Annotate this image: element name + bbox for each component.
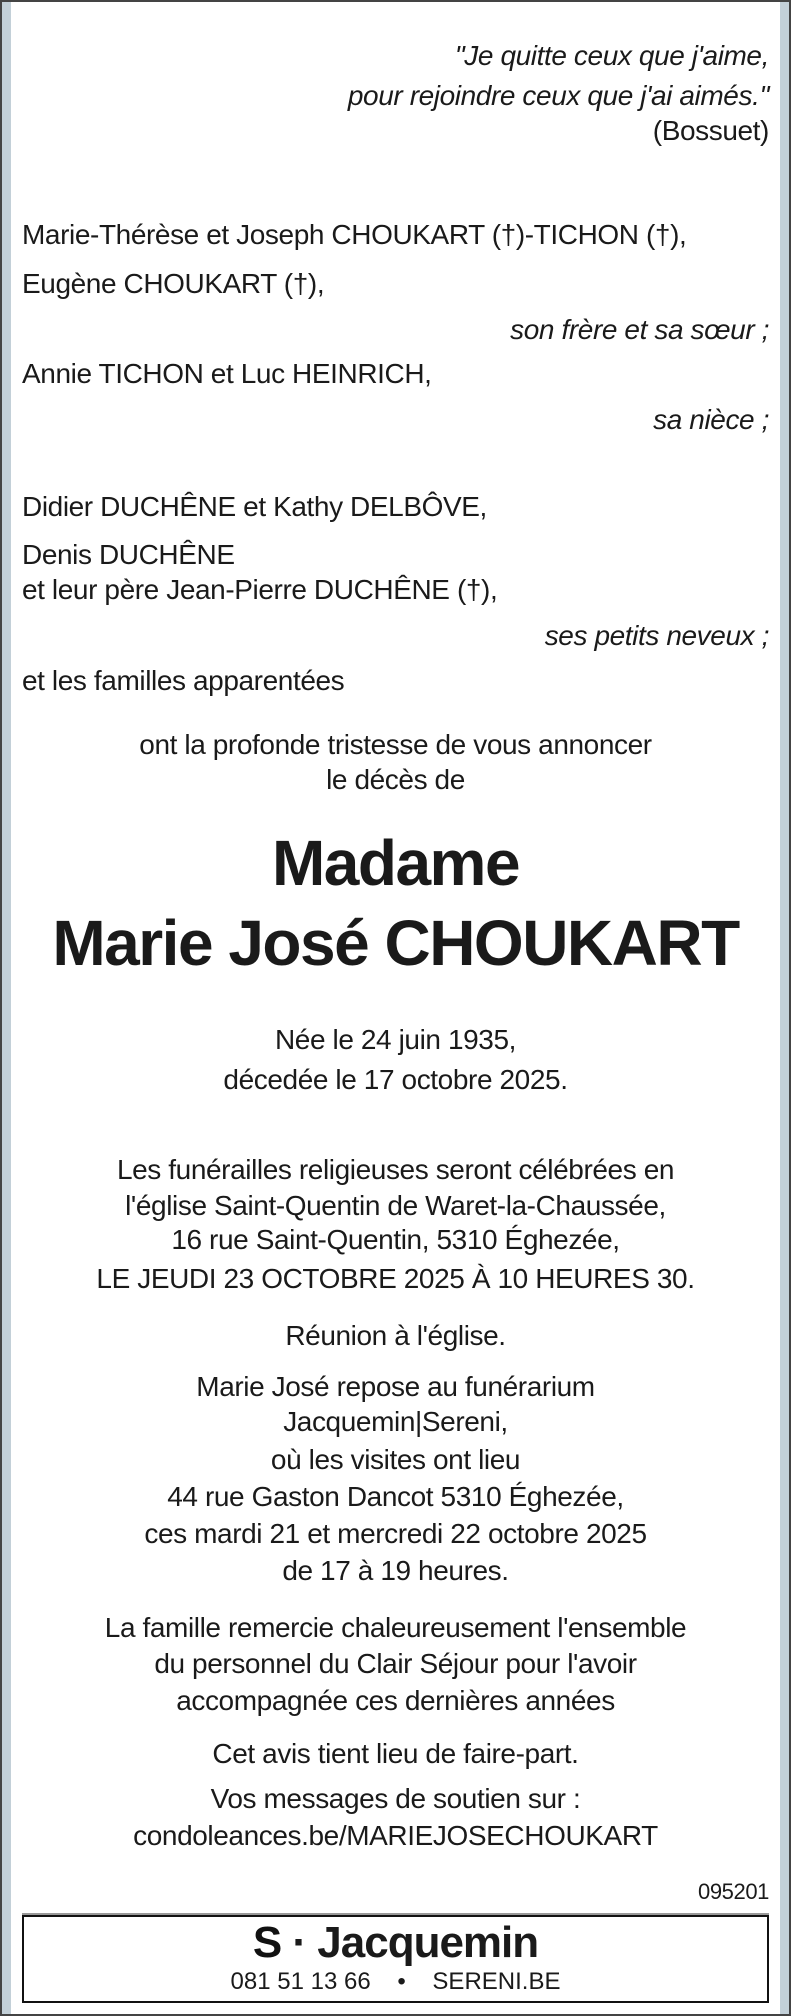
quote-line: "Je quitte ceux que j'aime, (454, 40, 769, 71)
visit-line: 44 rue Gaston Dancot 5310 Éghezée, (167, 1481, 624, 1512)
announcement-line: ont la profonde tristesse de vous annoncer (139, 729, 652, 760)
family-line: Annie TICHON et Luc HEINRICH, (22, 358, 432, 389)
notice-line: Cet avis tient lieu de faire-part. (212, 1738, 579, 1769)
family-line: Eugène CHOUKART (†), (22, 268, 325, 299)
relation-line: son frère et sa sœur ; (510, 314, 769, 345)
family-line: Didier DUCHÊNE et Kathy DELBÔVE, (22, 491, 487, 522)
funeral-line: Les funérailles religieuses seront célébrées en (116, 1154, 675, 1185)
funeral-line: 16 rue Saint-Quentin, 5310 Éghezée, (171, 1224, 620, 1255)
relation-line: ses petits neveux ; (544, 620, 769, 651)
left-border-strip (2, 2, 11, 2014)
reunion-line: Réunion à l'église. (285, 1320, 506, 1351)
deceased-name: Marie José CHOUKART (52, 907, 739, 979)
brand-name: Jacquemin (317, 1918, 539, 1967)
thanks-line: La famille remercie chaleureusement l'ensemble (104, 1612, 687, 1643)
family-line: et leur père Jean-Pierre DUCHÊNE (†), (22, 574, 498, 605)
announcement-line: le décès de (326, 764, 465, 795)
visit-line: ces mardi 21 et mercredi 22 octobre 2025 (144, 1518, 647, 1549)
thanks-line: du personnel du Clair Séjour pour l'avoir (154, 1648, 637, 1679)
family-line: Marie-Thérèse et Joseph CHOUKART (†)-TICHON (†), (22, 219, 687, 250)
visit-line: de 17 à 19 heures. (282, 1555, 509, 1586)
visit-line: Marie José repose au funérarium (196, 1371, 595, 1402)
quote-author: (Bossuet) (652, 115, 769, 146)
family-line: et les familles apparentées (22, 665, 345, 696)
deceased-title: Madame (271, 827, 520, 899)
bullet-separator: • (397, 1968, 406, 1995)
brand-line (24, 1918, 767, 1968)
contact-line (24, 1968, 767, 1996)
logo-s-icon: S (252, 1918, 282, 1967)
website-link[interactable]: SERENI.BE (432, 1968, 561, 1995)
relation-line: sa nièce ; (653, 404, 769, 435)
family-line: Denis DUCHÊNE (22, 539, 235, 570)
quote-line: pour rejoindre ceux que j'ai aimés." (347, 80, 769, 111)
thanks-line: accompagnée ces dernières années (176, 1685, 615, 1716)
visit-line: où les visites ont lieu (270, 1444, 521, 1475)
condolences-link[interactable]: condoleances.be/MARIEJOSECHOUKART (133, 1820, 658, 1851)
birth-date: Née le 24 juin 1935, (274, 1024, 517, 1055)
visit-line: Jacquemin|Sereni, (283, 1406, 508, 1437)
right-border-strip (780, 2, 789, 2014)
messages-line: Vos messages de soutien sur : (210, 1783, 581, 1814)
reference-code: 095201 (697, 1879, 769, 1904)
funeral-line: LE JEUDI 23 OCTOBRE 2025 À 10 HEURES 30. (96, 1263, 695, 1294)
funeral-line: l'église Saint-Quentin de Waret-la-Chaussée, (125, 1190, 666, 1221)
funeral-home-logo (22, 1915, 769, 2003)
logo-separator: · (292, 1918, 307, 1967)
death-date: décedée le 17 octobre 2025. (223, 1064, 568, 1095)
phone-number: 081 51 13 66 (230, 1968, 371, 1995)
